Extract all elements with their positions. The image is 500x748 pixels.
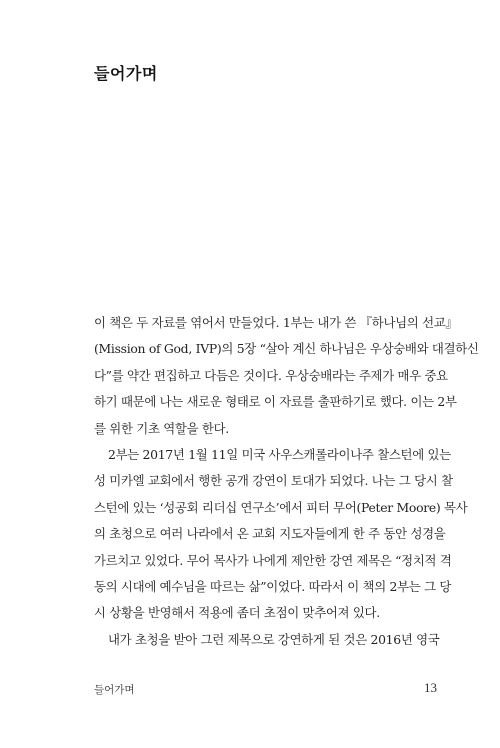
paragraph-line: 이 책은 두 자료를 엮어서 만들었다. 1부는 내가 쓴 『하나님의 선교』 [94, 315, 458, 330]
running-head: 들어가며 [94, 684, 135, 696]
paragraph-line: 내가 초청을 받아 그런 제목으로 강연하게 된 것은 2016년 영국 [108, 631, 440, 647]
chapter-title: 들어가며 [94, 64, 158, 83]
paragraph-line: (Mission of God, IVP)의 5장 “살아 계신 하나님은 우상숭배와 대결하신 [94, 341, 479, 357]
paragraph-line: 가르치고 있었다. 무어 목사가 나에게 제안한 강연 제목은 “정치적 격 [94, 552, 452, 568]
paragraph-line: 다”를 약간 편집하고 다듬은 것이다. 우상숭배라는 주제가 매우 중요 [94, 367, 448, 383]
paragraph-line: 성 미카엘 교회에서 행한 공개 강연이 토대가 되었다. 나는 그 당시 찰 [94, 473, 453, 489]
paragraph-line: 시 상황을 반영해서 적용에 좀더 초점이 맞추어져 있다. [94, 605, 380, 621]
paragraph-line: 스턴에 있는 ‘성공회 리더십 연구소’에서 피터 무어(Peter Moore) 목사 [94, 499, 468, 515]
paragraph-line: 하기 때문에 나는 새로운 형태로 이 자료를 출판하기로 했다. 이는 2부 [94, 394, 457, 410]
paragraph-line: 를 위한 기초 역할을 한다. [94, 420, 229, 436]
body-text [94, 310, 479, 653]
paragraph-line: 의 초청으로 여러 나라에서 온 교회 지도자들에게 한 주 동안 성경을 [94, 526, 446, 542]
paragraph-line: 동의 시대에 예수님을 따르는 삶”이었다. 따라서 이 책의 2부는 그 당 [94, 578, 452, 594]
paragraph-line: 2부는 2017년 1월 11일 미국 사우스캐롤라이나주 찰스턴에 있는 [108, 446, 451, 462]
page-number: 13 [424, 680, 437, 695]
